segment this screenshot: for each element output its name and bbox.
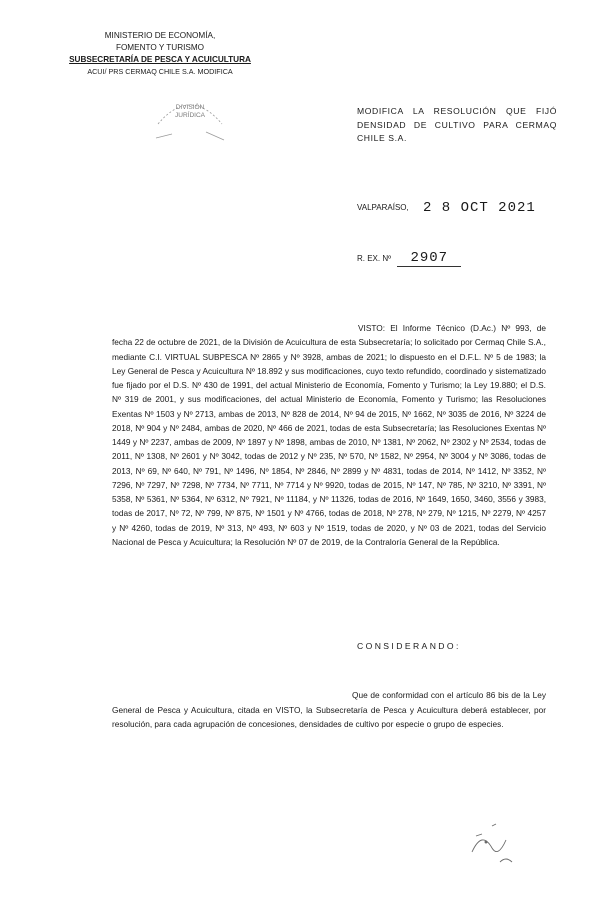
- place-date-line: [357, 200, 536, 216]
- resolution-number: 2907: [410, 250, 449, 266]
- resolution-number-field: [397, 250, 461, 267]
- stamp-line-2: JURÍDICA: [175, 112, 205, 119]
- date-stamp: 2 8 OCT 2021: [422, 200, 536, 216]
- letterhead: [60, 30, 260, 78]
- resolution-label: R. EX. Nº: [357, 254, 392, 263]
- division-stamp: [150, 84, 230, 144]
- subsecretaria-name: SUBSECRETARÍA DE PESCA Y ACUICULTURA: [69, 55, 251, 64]
- visto-paragraph: VISTO: El Informe Técnico (D.Ac.) Nº 993, de fecha 22 de octubre de 2021, de la División de Acuicultura de esta Subsecretaría; lo solicitado por Cermaq Chile S.A., mediante C.I. VIRTUAL SUBPESCA Nº 2865 y Nº 3928, ambas de 2021; lo dispuesto en el D.F.L. Nº 5 de 1983; la Ley General de Pesca y Acuicultura Nº 18.892 y sus modificaciones, cuyo texto refundido, coordinado y sistematizado fue fijado por el D.S. Nº 430 de 1991, del actual Ministerio de Economía, Fomento y Turismo; la Ley 19.880; el D.S. Nº 319 de 2001, y sus modificaciones, del actual Ministerio de Economía, Fomento y Turismo; las Resoluciones Exentas Nº 1503 y Nº 2713, ambas de 2013, Nº 828 de 2014, Nº 94 de 2015, Nº 1662, Nº 3035 de 2016, Nº 3224 de 2018, Nº 904 y Nº 2484, ambas de 2020, Nº 466 de 2021, todas de esta Subsecretaría; las Resoluciones Exentas Nº 1449 y Nº 2237, ambas de 2009, Nº 1897 y Nº 1898, ambas de 2010, Nº 1381, Nº 2062, Nº 2302 y Nº 2534, todas de 2011, Nº 1308, Nº 2601 y Nº 3042, todas de 2012 y Nº 235, Nº 570, Nº 1582, Nº 2954, Nº 3004 y Nº 3086, todas de 2013, Nº 69, Nº 640, Nº 791, Nº 1496, Nº 1854, Nº 2846, Nº 2899 y Nº 4831, todas de 2014, Nº 1412, Nº 3352, Nº 7296, Nº 7297, Nº 7298, Nº 7734, Nº 7711, Nº 7714 y Nº 9920, todas de 2015, Nº 147, Nº 785, Nº 3210, Nº 3391, Nº 5358, Nº 5361, Nº 5364, Nº 6312, Nº 7921, Nº 11184, y Nº 11326, todas de 2016, Nº 1649, 1650, 3460, 3556 y 3983, todas de 2017, Nº 72, Nº 799, Nº 875, Nº 1501 y Nº 4766, todas de 2018, Nº 278, Nº 279, Nº 1215, Nº 2279, Nº 4257 y Nº 4260, todas de 2019, Nº 313, Nº 493, Nº 603 y Nº 1519, todas de 2020, y Nº 03 de 2021, todas del Servicio Nacional de Pesca y Acuicultura; la Resolución Nº 07 de 2019, de la Contraloría General de la República.: [112, 323, 546, 547]
- considerando-paragraph-1: Que de conformidad con el artículo 86 bis de la Ley General de Pesca y Acuicultura, citada en VISTO, la Subsecretaría de Pesca y Acuicultura deberá establecer, por resolución, para cada agrupación de concesiones, densidades de cultivo por especie o grupo de especies.: [112, 690, 546, 729]
- place-label: VALPARAÍSO,: [357, 203, 409, 212]
- stamp-text: [150, 104, 230, 120]
- ministry-name: MINISTERIO DE ECONOMÍA,: [104, 31, 216, 40]
- resolution-number-line: [357, 250, 461, 267]
- considerando-heading: CONSIDERANDO:: [357, 641, 461, 651]
- ministry-name-cont: FOMENTO Y TURISMO: [115, 43, 205, 52]
- resolution-subject: MODIFICA LA RESOLUCIÓN QUE FIJÓ DENSIDAD DE CULTIVO PARA CERMAQ CHILE S.A.: [357, 106, 557, 143]
- initials-mark-icon: [462, 812, 522, 872]
- file-reference: ACUI/ PRS CERMAQ CHILE S.A. MODIFICA: [87, 67, 233, 76]
- stamp-line-1: DIVISIÓN: [175, 104, 205, 111]
